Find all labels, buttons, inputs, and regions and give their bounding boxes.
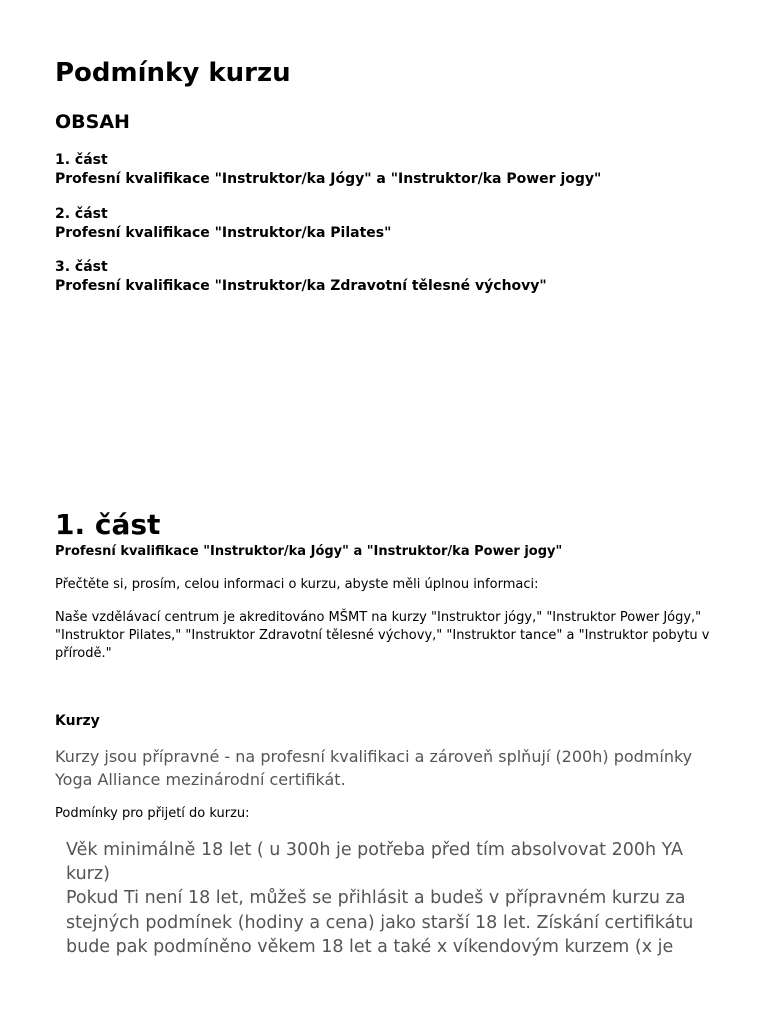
section-subtitle: Profesní kvalifikace "Instruktor/ka Jógy" a "Instruktor/ka Power jogy" [55,544,563,559]
toc-item-title: Profesní kvalifikace "Instruktor/ka Pilates" [55,225,392,241]
admission-condition-line: kurz) [66,864,110,885]
admission-condition-line: stejných podmínek (hodiny a cena) jako starší 18 let. Získání certifikátu [66,912,694,933]
toc-item-part: 1. část [55,152,108,168]
admission-conditions-text [66,838,706,959]
courses-heading: Kurzy [55,713,100,729]
accreditation-paragraph [55,609,715,663]
toc-item-title: Profesní kvalifikace "Instruktor/ka Zdravotní tělesné výchovy" [55,278,547,294]
admission-conditions-label: Podmínky pro přijetí do kurzu: [55,806,250,821]
courses-description-line: Kurzy jsou přípravné - na profesní kvalifikaci a zároveň splňují (200h) podmínky [55,747,693,766]
accreditation-line: Naše vzdělávací centrum je akreditováno MŠMT na kurzy "Instruktor jógy," "Instruktor Power Jógy," [55,610,702,625]
admission-condition-line: bude pak podmíněno věkem 18 let a také x víkendovým kurzem (x je [66,936,674,957]
admission-condition-line: Věk minimálně 18 let ( u 300h je potřeba před tím absolvovat 200h YA [66,840,683,860]
toc-item-part: 3. část [55,259,108,275]
toc-item [55,258,547,296]
toc-item [55,205,391,243]
document-title: Podmínky kurzu [55,58,291,88]
accreditation-line: přírodě." [55,646,112,661]
toc-item-title: Profesní kvalifikace "Instruktor/ka Jógy" a "Instruktor/ka Power jogy" [55,171,602,187]
toc-item-part: 2. část [55,206,108,222]
section-heading: 1. část [55,508,161,541]
courses-description [55,745,715,791]
admission-condition-line: Pokud Ti není 18 let, můžeš se přihlásit a budeš v přípravném kurzu za [66,888,686,909]
courses-description-line: Yoga Alliance mezinárodní certifikát. [55,770,346,789]
toc-heading: OBSAH [55,111,130,133]
toc-item [55,151,601,189]
intro-paragraph: Přečtěte si, prosím, celou informaci o kurzu, abyste měli úplnou informaci: [55,577,539,592]
accreditation-line: "Instruktor Pilates," "Instruktor Zdravotní tělesné výchovy," "Instruktor tance" a "Instruktor pobytu v [55,628,710,643]
